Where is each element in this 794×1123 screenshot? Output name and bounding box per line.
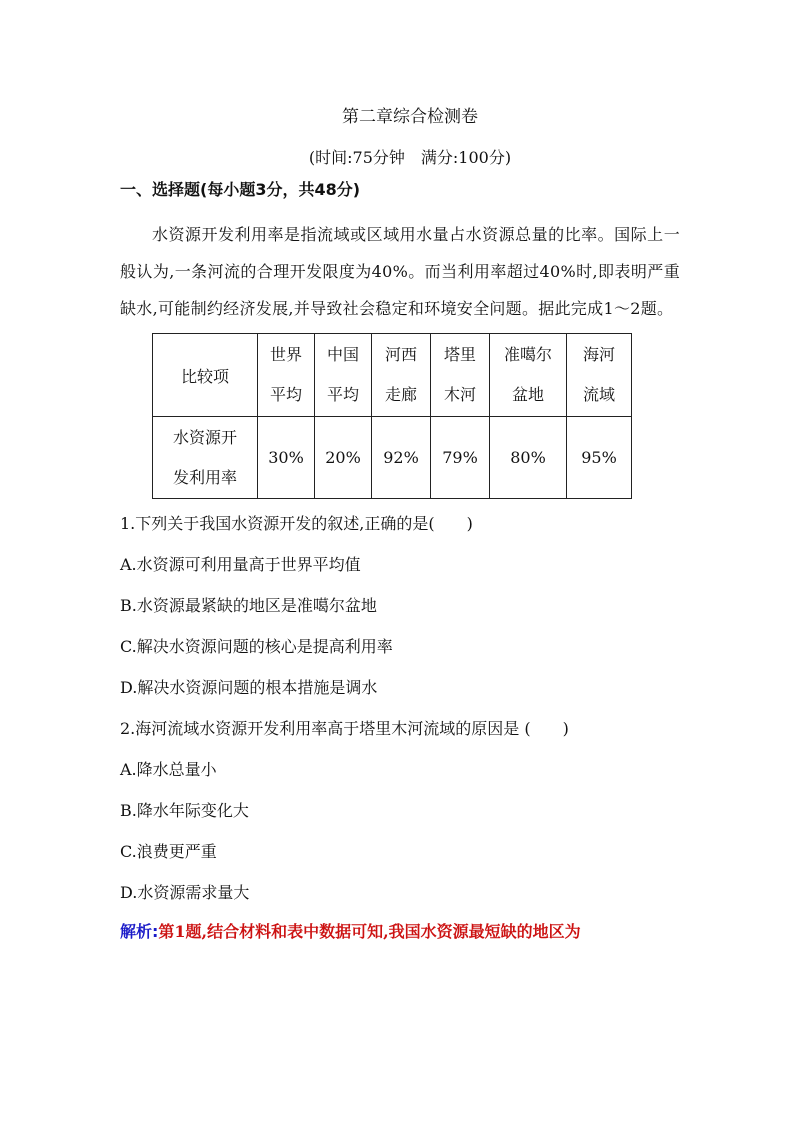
option-b: B.降水年际变化大: [120, 801, 249, 820]
page-title: 第二章综合检测卷: [342, 107, 478, 127]
header-line: 木河: [443, 385, 476, 404]
header-line: 河西: [384, 345, 417, 364]
table-header-cell: [567, 334, 632, 417]
table-cell: 30%: [258, 417, 315, 499]
header-line: 海河: [582, 345, 615, 364]
exam-info: (时间:75分钟 满分:100分): [308, 148, 512, 167]
reading-passage: 水资源开发利用率是指流域或区域用水量占水资源总量的比率。国际上一般认为,一条河流的合理开发限度为40%。而当利用率超过40%时,即表明严重缺水,可能制约经济发展,并导致社会稳定和环境安全问题。据此完成1～2题。: [120, 225, 680, 318]
analysis-text: 第1题,结合材料和表中数据可知,我国水资源最短缺的地区为: [158, 922, 581, 941]
option-b: B.水资源最紧缺的地区是准噶尔盆地: [120, 596, 377, 615]
header-line: 走廊: [384, 385, 417, 404]
header-line: 流域: [582, 385, 615, 404]
header-line: 塔里: [443, 345, 476, 364]
table-header-cell: [315, 334, 372, 417]
table-header-row: [153, 334, 632, 417]
question-1: [120, 511, 680, 701]
table-cell: 92%: [372, 417, 431, 499]
table-cell: 95%: [567, 417, 632, 499]
header-line: 准噶尔: [503, 345, 552, 364]
water-usage-table: [152, 333, 632, 499]
option-d: D.解决水资源问题的根本措施是调水: [120, 678, 378, 697]
table-row: [153, 417, 632, 499]
analysis-label: 解析:: [120, 922, 159, 941]
table-cell: 79%: [431, 417, 490, 499]
header-line: 世界: [269, 345, 302, 364]
table-header-cell: [372, 334, 431, 417]
table-header-cell: [431, 334, 490, 417]
table-cell: 80%: [490, 417, 567, 499]
question-stem: 1.下列关于我国水资源开发的叙述,正确的是( ): [120, 514, 473, 533]
option-a: A.水资源可利用量高于世界平均值: [120, 555, 361, 574]
row-label-line: 水资源开: [172, 427, 237, 447]
option-d: D.水资源需求量大: [120, 883, 250, 902]
table-header-cell: [258, 334, 315, 417]
row-label-line: 发利用率: [172, 467, 237, 487]
header-line: 平均: [269, 385, 302, 404]
table-header-label: 比较项: [153, 334, 258, 417]
header-line: 盆地: [511, 385, 544, 404]
option-c: C.浪费更严重: [120, 842, 217, 861]
question-2: [120, 716, 680, 906]
header-line: 中国: [326, 345, 359, 364]
option-a: A.降水总量小: [120, 760, 217, 779]
table-header-cell: [490, 334, 567, 417]
analysis-paragraph: [120, 918, 680, 946]
document-page: [120, 100, 680, 946]
section-heading: 一、选择题(每小题3分，共48分): [120, 180, 361, 199]
option-c: C.解决水资源问题的核心是提高利用率: [120, 637, 393, 656]
table-row-label: [153, 417, 258, 499]
question-stem: 2.海河流域水资源开发利用率高于塔里木河流域的原因是 ( ): [120, 719, 569, 738]
table-cell: 20%: [315, 417, 372, 499]
header-line: 平均: [326, 385, 359, 404]
